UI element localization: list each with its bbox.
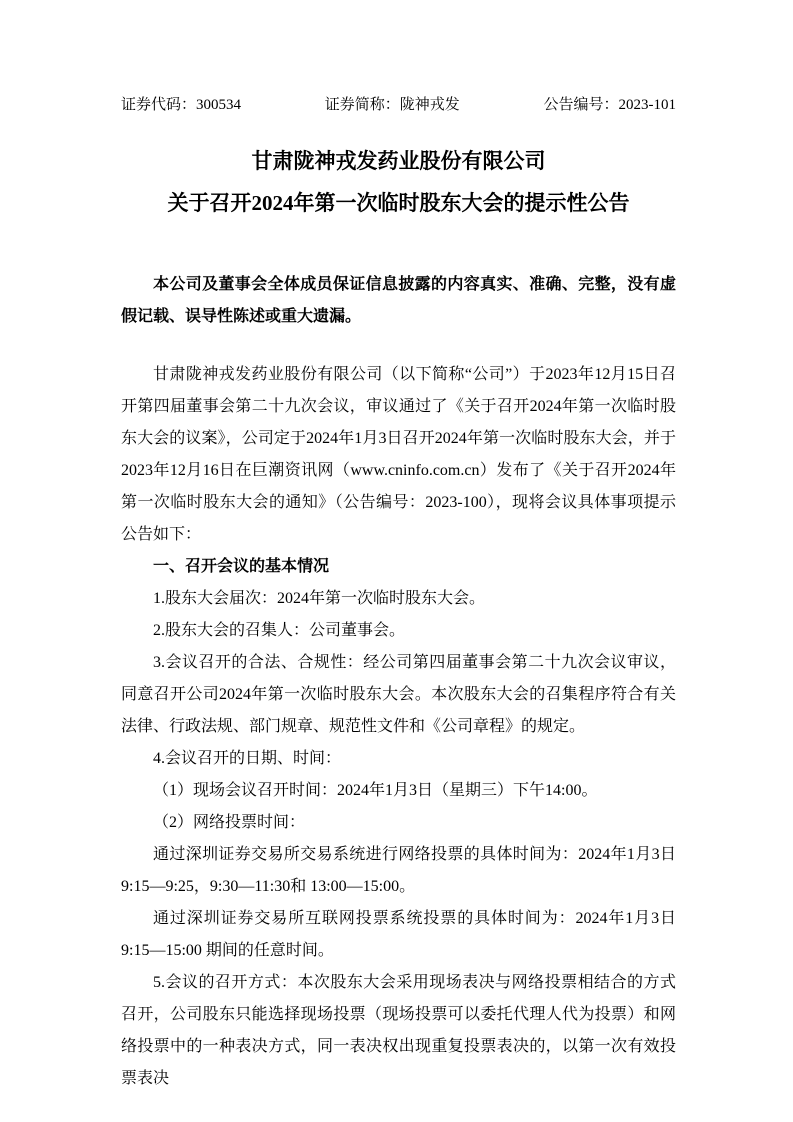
- item-4-2a: 通过深圳证券交易所交易系统进行网络投票的具体时间为：2024年1月3日9:15—9:25，9:30—11:30和 13:00—15:00。: [121, 845, 676, 895]
- document-header: [121, 96, 676, 114]
- item-4-1: （1）现场会议召开时间：2024年1月3日（星期三）下午14:00。: [153, 781, 598, 799]
- item-1: 1.股东大会届次：2024年第一次临时股东大会。: [153, 589, 486, 607]
- item-4-2: （2）网络投票时间：: [153, 813, 306, 831]
- stock-name: 证券简称：陇神戎发: [324, 97, 460, 113]
- document-body: [121, 359, 676, 1095]
- section-heading-1: 一、召开会议的基本情况: [153, 557, 330, 575]
- item-5: 5.会议的召开方式：本次股东大会采用现场表决与网络投票相结合的方式召开，公司股东只能选择现场投票（现场投票可以委托代理人代为投票）和网络投票中的一种表决方式，同一表决权出现重复投票表决的，以第一次有效投票表决: [121, 973, 676, 1087]
- item-4: 4.会议召开的日期、时间：: [153, 749, 342, 767]
- item-4-2b: 通过深圳证券交易所互联网投票系统投票的具体时间为：2024年1月3日9:15—15:00 期间的任意时间。: [121, 909, 676, 959]
- company-title: 甘肃陇神戎发药业股份有限公司: [251, 149, 546, 173]
- item-2: 2.股东大会的召集人：公司董事会。: [153, 621, 406, 639]
- intro-paragraph: 甘肃陇神戎发药业股份有限公司（以下简称“公司”）于2023年12月15日召开第四届董事会第二十九次会议，审议通过了《关于召开2024年第一次临时股东大会的议案》，公司定于2024年1月3日召开2024年第一次临时股东大会，并于2023年12月16日在巨潮资讯网（www.cninfo.com.cn）发布了《关于召开2024年第一次临时股东大会的通知》（公告编号：2023-100），现将会议具体事项提示公告如下：: [121, 365, 676, 543]
- announcement-number: 公告编号：2023-101: [543, 97, 676, 113]
- stock-code: 证券代码：300534: [121, 97, 242, 113]
- disclosure-statement: 本公司及董事会全体成员保证信息披露的内容真实、准确、完整，没有虚假记载、误导性陈述或重大遗漏。: [121, 275, 676, 325]
- announcement-subject: 关于召开2024年第一次临时股东大会的提示性公告: [167, 191, 630, 216]
- item-3: 3.会议召开的合法、合规性：经公司第四届董事会第二十九次会议审议，同意召开公司2024年第一次临时股东大会。本次股东大会的召集程序符合有关法律、行政法规、部门规章、规范性文件和《公司章程》的规定。: [121, 653, 676, 735]
